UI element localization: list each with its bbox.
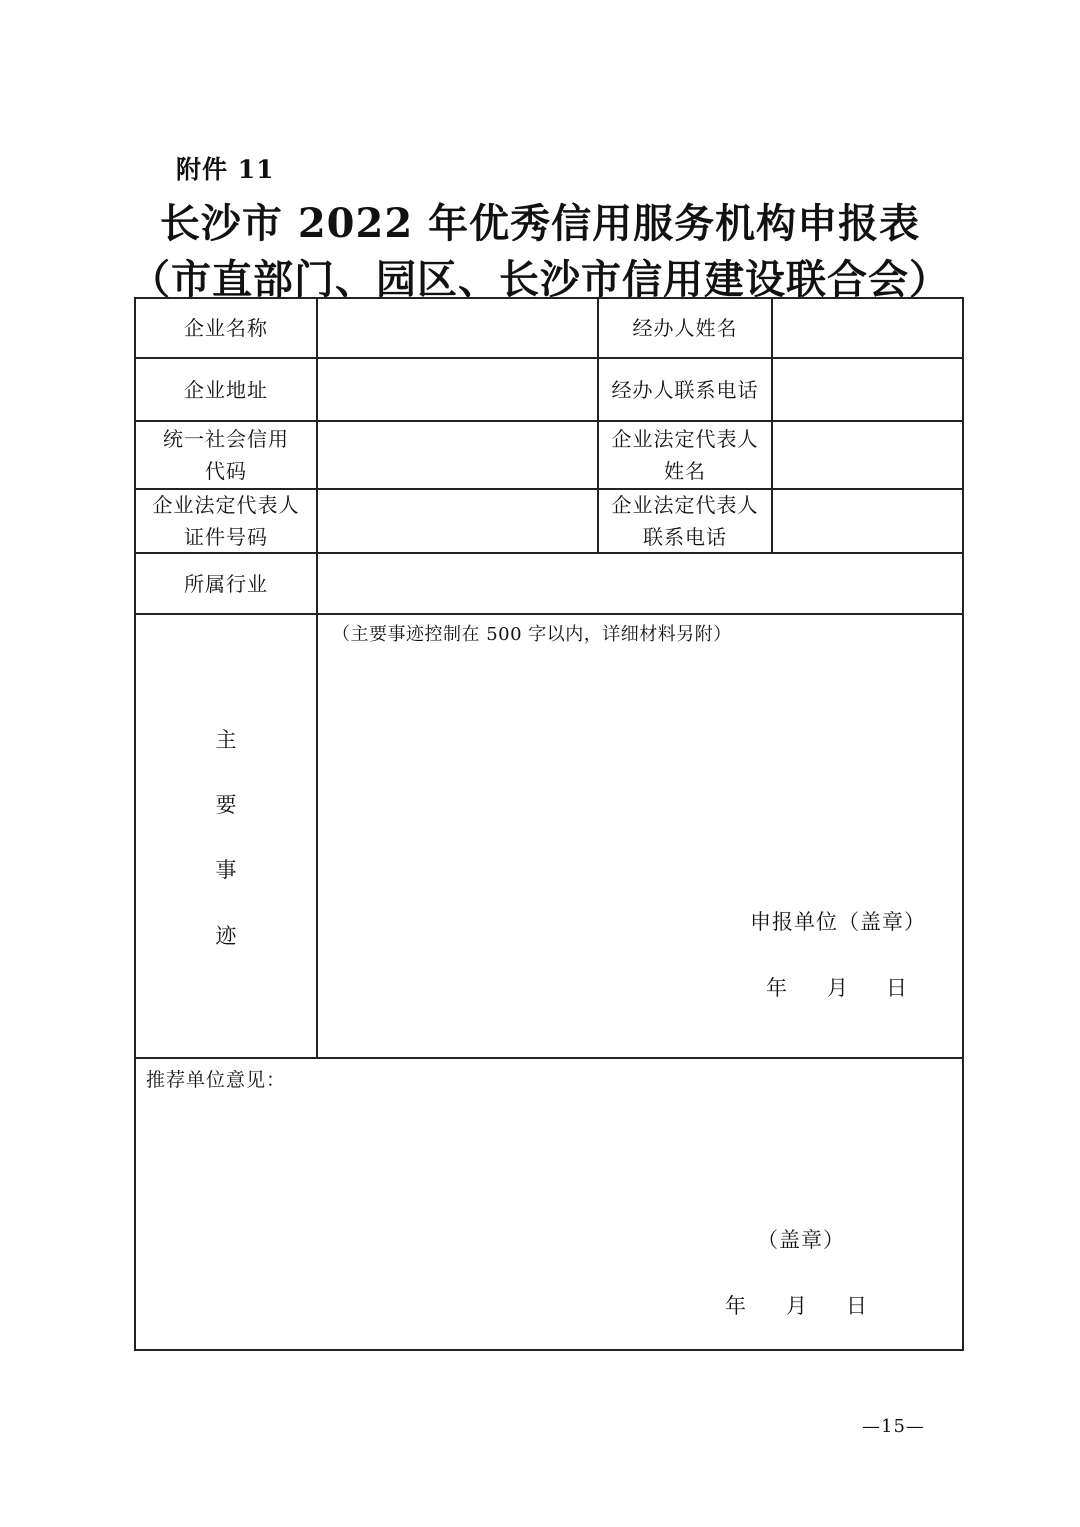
legal-rep-name-label-line2: 姓名 [664,459,706,483]
legal-rep-id-field[interactable] [318,490,597,552]
deeds-label-char: 事 [215,858,237,882]
company-address-label: 企业地址 [184,377,268,402]
company-address-field[interactable] [318,359,597,420]
applicant-date-month: 月 [827,976,849,1000]
industry-label: 所属行业 [184,571,268,596]
deeds-label-char: 要 [215,793,237,817]
page-number: —15— [862,1416,925,1437]
contact-name-label: 经办人姓名 [632,315,738,340]
form-subtitle: （市直部门、园区、长沙市信用建设联合会） [130,256,950,303]
legal-rep-name-label-line1: 企业法定代表人 [611,427,759,451]
contact-name-field[interactable] [773,298,962,357]
recommend-date-year: 年 [725,1294,747,1318]
industry-field[interactable] [318,554,962,613]
recommend-date-day: 日 [846,1294,868,1318]
deeds-field[interactable] [318,615,962,1057]
recommend-date-month: 月 [786,1294,808,1318]
company-name-field[interactable] [318,298,597,357]
deeds-note: （主要事迹控制在 500 字以内，详细材料另附） [332,624,732,645]
deeds-label-char: 迹 [215,924,237,948]
recommend-label: 推荐单位意见： [146,1069,287,1091]
recommend-seal-label: （盖章） [757,1228,845,1252]
applicant-date-day: 日 [886,976,908,1000]
legal-rep-phone-label [599,490,771,552]
legal-rep-name-label [599,422,771,488]
legal-rep-id-label-line2: 证件号码 [184,525,268,549]
credit-code-label [136,422,316,488]
form-title: 长沙市 2022 年优秀信用服务机构申报表 [159,200,921,247]
contact-phone-label: 经办人联系电话 [611,377,759,402]
legal-rep-id-label [136,490,316,552]
recommend-opinion-field[interactable] [136,1059,962,1349]
legal-rep-phone-label-line1: 企业法定代表人 [611,493,759,517]
applicant-seal-label: 申报单位（盖章） [750,910,926,934]
applicant-date-year: 年 [766,976,788,1000]
legal-rep-id-label-line1: 企业法定代表人 [152,493,300,517]
legal-rep-name-field[interactable] [773,422,962,488]
contact-phone-field[interactable] [773,359,962,420]
deeds-label-char: 主 [215,728,237,752]
legal-rep-phone-label-line2: 联系电话 [643,525,727,549]
attachment-label: 附件 11 [176,155,275,184]
credit-code-label-line1: 统一社会信用 [163,427,289,451]
credit-code-label-line2: 代码 [205,459,247,483]
legal-rep-phone-field[interactable] [773,490,962,552]
company-name-label: 企业名称 [184,315,268,340]
credit-code-field[interactable] [318,422,597,488]
